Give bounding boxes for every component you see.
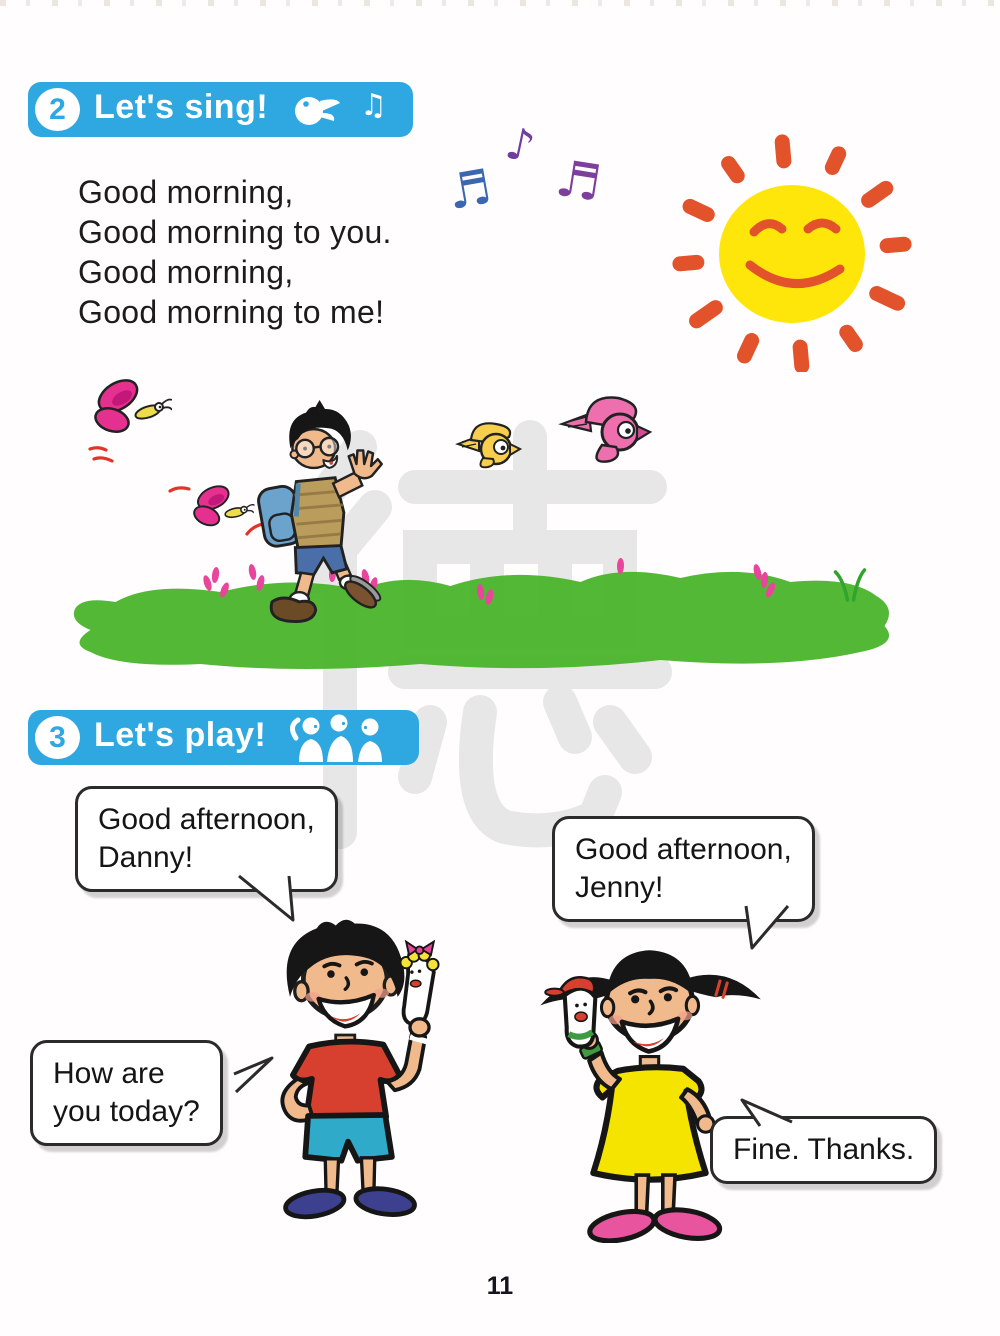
speech-bubble-tail xyxy=(225,868,315,926)
song-line: Good morning, xyxy=(78,174,294,210)
section-number-badge: 2 xyxy=(35,88,80,131)
page-number: 11 xyxy=(486,1272,514,1300)
speech-bubble-tail xyxy=(736,1092,796,1137)
bubble-line: Fine. Thanks. xyxy=(733,1133,915,1166)
butterfly-icon xyxy=(92,372,172,446)
song-line: Good morning to you. xyxy=(78,214,392,250)
speech-bubble-how-are-you xyxy=(30,1040,223,1146)
bubble-line: Good afternoon, xyxy=(575,833,792,866)
music-note-icon: ♬ xyxy=(551,148,606,214)
banner-lets-play xyxy=(28,710,419,765)
bubble-line: Danny! xyxy=(98,841,194,874)
singing-face-icon xyxy=(292,89,344,131)
music-note-icon: ♫ xyxy=(360,87,388,123)
bubble-line: How are xyxy=(53,1057,165,1090)
music-note-icon: ♬ xyxy=(443,158,496,222)
banner-lets-sing xyxy=(28,82,413,137)
song-line: Good morning to me! xyxy=(78,294,385,330)
music-note-icon: ♪ xyxy=(501,117,540,174)
section-number-badge: 3 xyxy=(35,716,80,759)
song-line: Good morning, xyxy=(78,254,294,290)
girl-character-jenny xyxy=(532,936,767,1243)
song-lyrics xyxy=(78,172,392,332)
bubble-line: Good afternoon, xyxy=(98,803,315,836)
pink-bird-icon xyxy=(558,390,653,470)
banner-title: Let's play! xyxy=(94,716,267,754)
walking-boy-illustration xyxy=(240,400,405,628)
speech-bubble-tail xyxy=(230,1048,290,1103)
motion-dashes xyxy=(88,444,116,466)
banner-title: Let's sing! xyxy=(94,88,269,126)
talking-people-icon xyxy=(286,714,386,762)
bubble-line: you today? xyxy=(53,1095,200,1128)
grass-illustration xyxy=(58,552,903,677)
speech-bubble-tail xyxy=(728,898,808,953)
yellow-bird-icon xyxy=(452,416,522,472)
sun-illustration xyxy=(652,132,942,372)
scan-edge-artifact xyxy=(0,0,1000,6)
motion-dashes xyxy=(168,482,192,496)
bubble-line: Jenny! xyxy=(575,871,664,904)
